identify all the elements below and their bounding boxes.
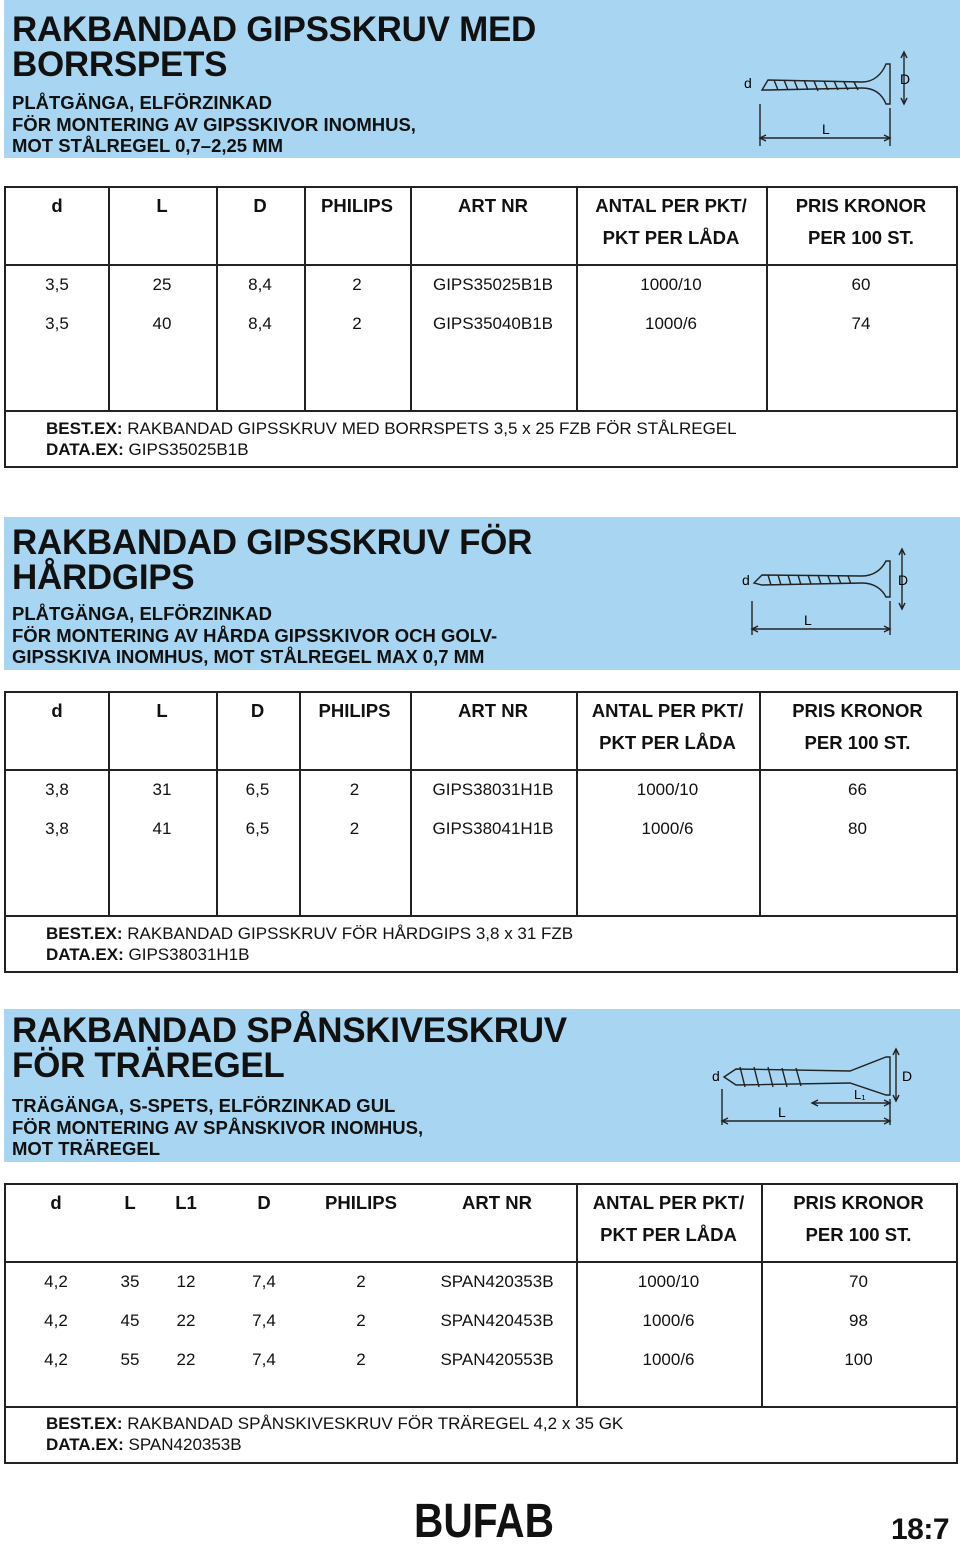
- data-example: DATA.EX: GIPS38031H1B: [46, 945, 250, 964]
- col-header-antal: ANTAL PER PKT/ PKT PER LÅDA: [591, 700, 744, 753]
- screw-drawing-2: [730, 545, 920, 641]
- section2-header: [4, 517, 960, 670]
- cell-philips: 2: [352, 314, 362, 333]
- cell-pris: 98: [849, 1311, 868, 1330]
- cell-antal: 1000/10: [636, 780, 699, 799]
- cell-pris: 80: [848, 819, 867, 838]
- page-number: 18:7: [891, 1513, 950, 1546]
- cell-d: 3,8: [45, 780, 69, 799]
- drawing-label-D: D: [902, 1068, 913, 1084]
- data-example: DATA.EX: SPAN420353B: [46, 1435, 242, 1454]
- cell-D: 7,4: [252, 1350, 276, 1369]
- order-example: BEST.EX: RAKBANDAD SPÅNSKIVESKRUV FÖR TRÄREGEL 4,2 x 35 GK: [46, 1414, 624, 1433]
- section3-table: [4, 1183, 958, 1464]
- col-header-D: D: [257, 1192, 271, 1213]
- col-header-L: L: [124, 1192, 136, 1213]
- cell-D: 6,5: [245, 819, 270, 838]
- cell-antal: 1000/10: [637, 1272, 700, 1291]
- section1-subtitle: [12, 92, 416, 157]
- order-example: BEST.EX: RAKBANDAD GIPSSKRUV FÖR HÅRDGIPS 3,8 x 31 FZB: [46, 924, 574, 943]
- cell-D: 6,5: [245, 780, 270, 799]
- cell-antal: 1000/6: [642, 1350, 695, 1369]
- cell-philips: 2: [349, 819, 360, 838]
- cell-art-nr: SPAN420453B: [440, 1311, 554, 1330]
- cell-pris: 66: [848, 780, 867, 799]
- cell-philips: 2: [352, 275, 362, 294]
- drawing-label-d: d: [744, 75, 752, 91]
- section3-header: [4, 1009, 960, 1162]
- cell-L: 45: [120, 1311, 140, 1330]
- cell-D: 8,4: [248, 275, 272, 294]
- cell-antal: 1000/10: [640, 275, 702, 294]
- drawing-label-L: L: [778, 1104, 786, 1120]
- drawing-label-d: d: [742, 572, 750, 588]
- col-header-philips: PHILIPS: [321, 195, 393, 216]
- section3-subtitle-line1: TRÄGÄNGA, S-SPETS, ELFÖRZINKAD GUL: [12, 1095, 396, 1116]
- section1-title-line1: RAKBANDAD GIPSSKRUV MED: [12, 10, 536, 49]
- section1-subtitle-line2: FÖR MONTERING AV GIPSSKIVOR INOMHUS,: [12, 113, 416, 135]
- section3-title: [12, 1013, 567, 1083]
- cell-L: 41: [152, 819, 172, 838]
- drawing-label-L: L: [822, 121, 830, 137]
- section2-subtitle-line2: FÖR MONTERING AV HÅRDA GIPSSKIVOR OCH GOLV-: [12, 624, 498, 646]
- cell-D: 7,4: [252, 1272, 276, 1291]
- cell-antal: 1000/6: [645, 314, 697, 333]
- screw-drawing-1: [734, 42, 924, 152]
- cell-art-nr: SPAN420353B: [440, 1272, 554, 1291]
- bufab-logo: [412, 1495, 556, 1547]
- cell-pris: 100: [844, 1350, 873, 1369]
- cell-L: 35: [120, 1272, 140, 1291]
- cell-pris: 60: [851, 275, 871, 294]
- col-header-D: D: [250, 700, 265, 721]
- cell-art-nr: SPAN420553B: [440, 1350, 554, 1369]
- col-header-antal: ANTAL PER PKT/ PKT PER LÅDA: [592, 1192, 745, 1245]
- cell-d: 4,2: [44, 1350, 68, 1369]
- cell-art-nr: GIPS35025B1B: [432, 275, 554, 294]
- drawing-label-D: D: [898, 572, 909, 588]
- section1-header: [4, 0, 960, 158]
- cell-d: 4,2: [44, 1311, 68, 1330]
- cell-L1: 22: [176, 1350, 196, 1369]
- col-header-philips: PHILIPS: [318, 700, 391, 721]
- col-header-antal: ANTAL PER PKT/ PKT PER LÅDA: [595, 195, 747, 248]
- order-example: BEST.EX: RAKBANDAD GIPSSKRUV MED BORRSPETS 3,5 x 25 FZB FÖR STÅLREGEL: [46, 419, 737, 438]
- col-header-L: L: [156, 700, 168, 721]
- section2-subtitle-line3: GIPSSKIVA INOMHUS, MOT STÅLREGEL MAX 0,7 MM: [12, 646, 485, 667]
- col-header-d: d: [51, 700, 63, 721]
- cell-antal: 1000/6: [642, 1311, 695, 1330]
- section3-title-line2: FÖR TRÄREGEL: [12, 1046, 285, 1085]
- section1-table: [4, 186, 958, 468]
- col-header-L: L: [156, 195, 168, 216]
- cell-D: 8,4: [248, 314, 272, 333]
- cell-d: 3,5: [45, 275, 69, 294]
- cell-L: 25: [152, 275, 172, 294]
- section1-title-line2: BORRSPETS: [12, 45, 228, 84]
- cell-L1: 22: [176, 1311, 196, 1330]
- section3-subtitle: [12, 1095, 423, 1160]
- drawing-label-d: d: [712, 1068, 720, 1084]
- cell-L: 55: [120, 1350, 140, 1369]
- section2-subtitle: [12, 603, 497, 668]
- screw-drawing-3: [700, 1045, 926, 1129]
- col-header-d: d: [50, 1192, 62, 1213]
- data-example: DATA.EX: GIPS35025B1B: [46, 440, 249, 459]
- cell-antal: 1000/6: [641, 819, 694, 838]
- cell-pris: 70: [849, 1272, 868, 1291]
- cell-art-nr: GIPS38041H1B: [432, 819, 554, 838]
- cell-L: 40: [152, 314, 172, 333]
- section1-subtitle-line1: PLÅTGÄNGA, ELFÖRZINKAD: [12, 92, 273, 113]
- col-header-L1: L1: [175, 1192, 197, 1213]
- section3-title-line1: RAKBANDAD SPÅNSKIVESKRUV: [12, 1011, 567, 1050]
- col-header-art-nr: ART NR: [462, 1192, 532, 1213]
- col-header-philips: PHILIPS: [325, 1192, 397, 1213]
- col-header-D: D: [253, 195, 267, 216]
- col-header-pris: PRIS KRONOR PER 100 ST.: [793, 1192, 924, 1245]
- col-header-pris: PRIS KRONOR PER 100 ST.: [792, 700, 923, 753]
- col-header-art-nr: ART NR: [458, 700, 528, 721]
- drawing-label-L: L: [804, 612, 812, 628]
- section3-subtitle-line3: MOT TRÄREGEL: [12, 1138, 160, 1159]
- section2-subtitle-line1: PLÅTGÄNGA, ELFÖRZINKAD: [12, 603, 273, 624]
- cell-pris: 74: [851, 314, 871, 333]
- cell-art-nr: GIPS38031H1B: [432, 780, 554, 799]
- cell-L: 31: [152, 780, 172, 799]
- section2-title-line2: HÅRDGIPS: [12, 558, 195, 597]
- cell-philips: 2: [356, 1350, 366, 1369]
- col-header-d: d: [51, 195, 63, 216]
- cell-d: 3,8: [45, 819, 69, 838]
- section2-title-line1: RAKBANDAD GIPSSKRUV FÖR: [12, 523, 533, 562]
- col-header-pris: PRIS KRONOR PER 100 ST.: [795, 195, 927, 248]
- section1-title: [12, 12, 536, 82]
- cell-philips: 2: [356, 1311, 366, 1330]
- section3-subtitle-line2: FÖR MONTERING AV SPÅNSKIVOR INOMHUS,: [12, 1116, 424, 1138]
- section1-subtitle-line3: MOT STÅLREGEL 0,7–2,25 MM: [12, 135, 284, 156]
- cell-D: 7,4: [252, 1311, 276, 1330]
- section2-table: [4, 691, 958, 973]
- drawing-label-L1: L₁: [854, 1087, 866, 1102]
- section2-title: [12, 525, 532, 595]
- svg-text:BUFAB: BUFAB: [414, 1495, 554, 1547]
- cell-d: 4,2: [44, 1272, 68, 1291]
- drawing-label-D: D: [900, 71, 911, 87]
- col-header-art-nr: ART NR: [458, 195, 528, 216]
- cell-art-nr: GIPS35040B1B: [432, 314, 554, 333]
- cell-L1: 12: [176, 1272, 196, 1291]
- cell-philips: 2: [356, 1272, 366, 1291]
- cell-d: 3,5: [45, 314, 69, 333]
- cell-philips: 2: [349, 780, 360, 799]
